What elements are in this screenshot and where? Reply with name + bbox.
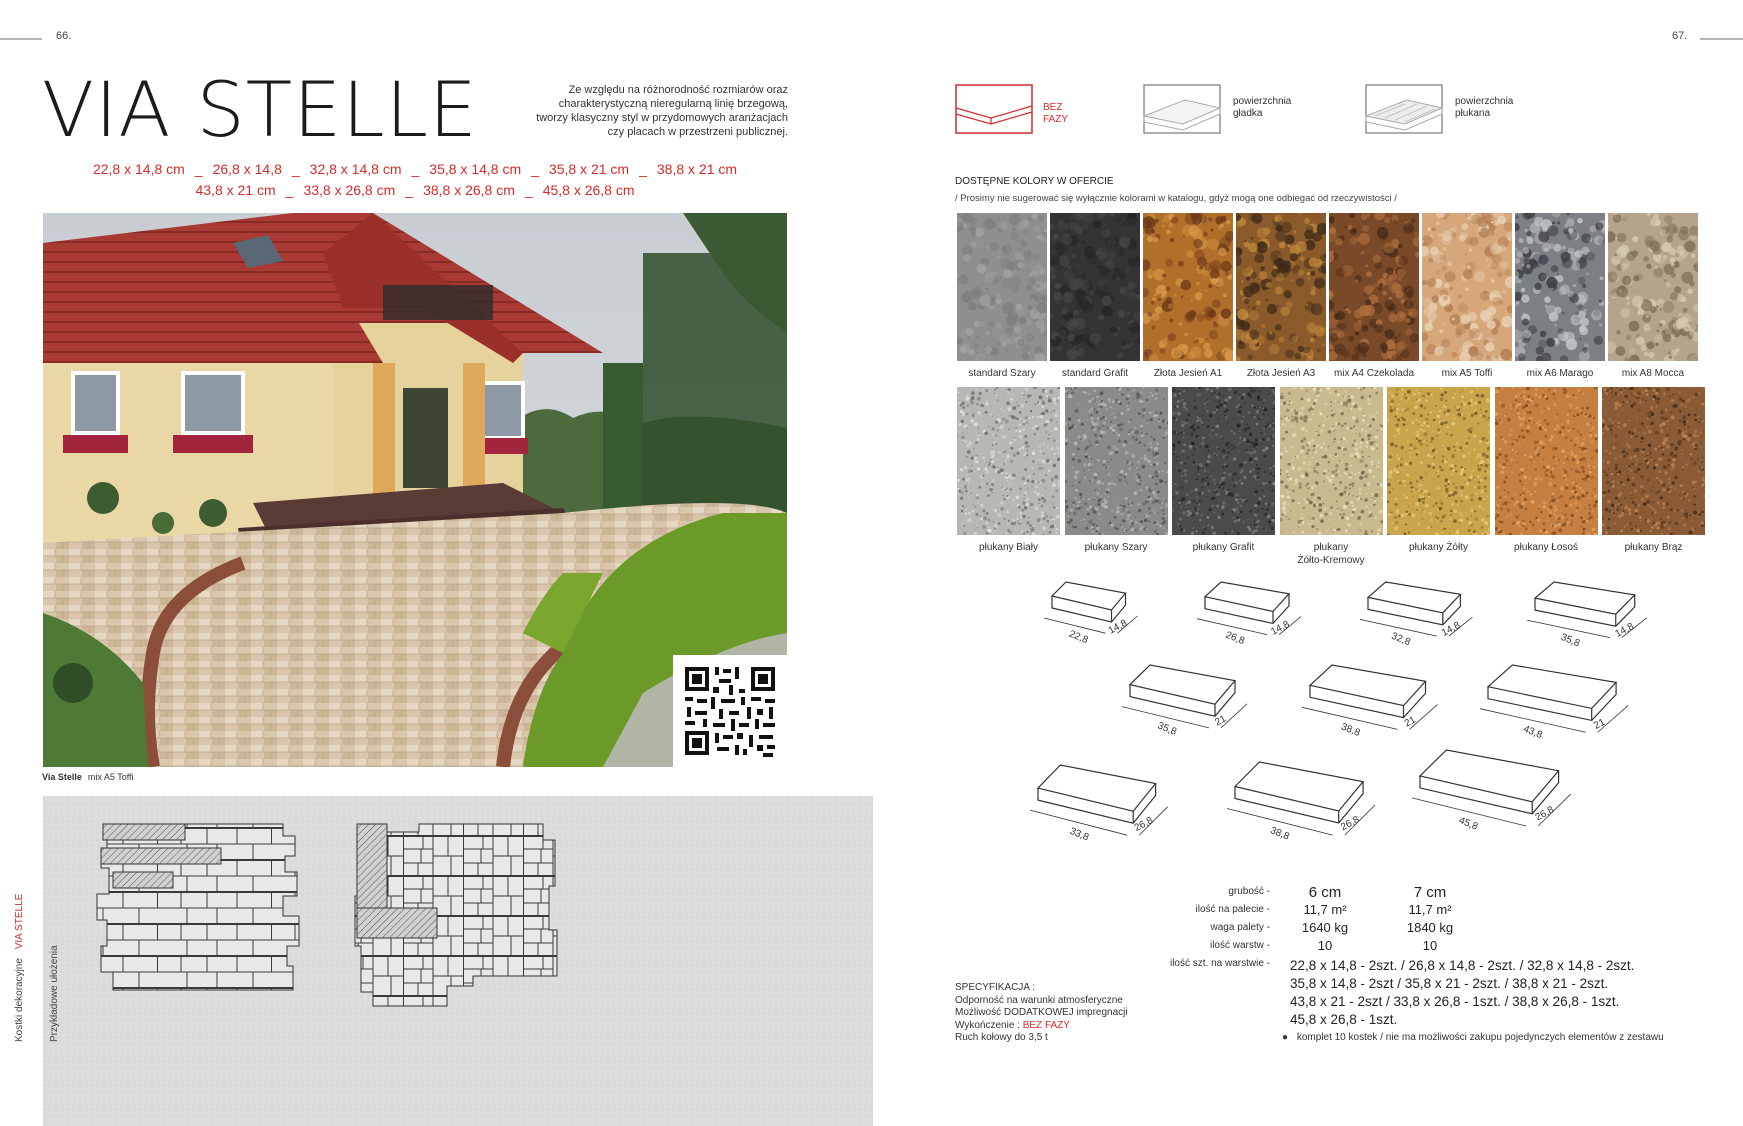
color-name: mix A8 Mocca	[1621, 368, 1685, 379]
size-item: 33,8 x 26,8 cm	[303, 182, 396, 198]
intro-line: tworzy klasyczny styl w przydomowych aranżacjach	[536, 112, 788, 124]
color-swatch-texture	[1065, 387, 1168, 535]
block-width-label: 14,8	[1439, 619, 1463, 639]
per-layer-line: 45,8 x 26,8 - 1szt.	[1290, 1012, 1398, 1027]
colors-heading: DOSTĘPNE KOLORY W OFERCIE	[955, 176, 1114, 187]
color-swatch-label	[1602, 541, 1705, 554]
color-swatch	[1608, 213, 1698, 361]
color-swatch-label	[1422, 367, 1512, 380]
size-separator: _	[411, 161, 420, 177]
finish-label	[1455, 96, 1513, 120]
color-swatch-texture	[957, 213, 1047, 361]
color-swatch	[1143, 213, 1233, 361]
size-item: 22,8 x 14,8 cm	[92, 161, 185, 177]
intro-text	[470, 83, 788, 139]
color-name: płukany Szary	[1084, 542, 1148, 553]
color-swatch	[957, 213, 1047, 361]
per-layer-line: 35,8 x 14,8 - 2szt / 35,8 x 21 - 2szt. / 38,8 x 21 - 2szt.	[1290, 976, 1609, 991]
spec-value-7cm: 10	[1422, 938, 1438, 953]
color-name: płukany Biały	[979, 542, 1038, 553]
intro-line: charakterystyczną nieregularną linię brzegową,	[558, 98, 788, 110]
color-swatch	[1280, 387, 1383, 535]
per-layer-line: 43,8 x 21 - 2szt / 33,8 x 26,8 - 1szt. / 38,8 x 26,8 - 1szt.	[1290, 994, 1620, 1009]
side-category-label	[14, 894, 25, 1042]
color-swatch-label	[1236, 367, 1326, 380]
block-width-label: 14,8	[1106, 617, 1130, 637]
spec-label: grubość -	[1228, 886, 1270, 897]
block-length-label: 35,8	[1155, 720, 1179, 738]
spec-value-7cm: 11,7 m²	[1408, 902, 1452, 917]
color-name: mix A6 Marago	[1526, 368, 1594, 379]
color-swatch-texture	[1236, 213, 1326, 361]
sizes-row-2	[42, 182, 788, 198]
color-swatch-label	[1050, 367, 1140, 380]
paver-block	[1527, 582, 1647, 650]
set-note-text: komplet 10 kostek / nie ma możliwości zakupu pojedynczych elementów z zestawu	[1296, 1032, 1664, 1043]
per-layer-line: 22,8 x 14,8 - 2szt. / 26,8 x 14,8 - 2szt. / 32,8 x 14,8 - 2szt.	[1290, 958, 1635, 973]
block-length-label: 33,8	[1068, 825, 1091, 844]
color-name: Złota Jesień A1	[1153, 368, 1223, 379]
specification-line	[955, 1020, 1128, 1033]
color-name: Złota Jesień A3	[1246, 368, 1316, 379]
finish-label	[1233, 96, 1291, 120]
page-number-right: 67.	[1672, 30, 1688, 42]
color-swatch-label	[1172, 541, 1275, 554]
block-width-label: 21	[1592, 716, 1608, 732]
paver-block	[1122, 665, 1247, 738]
finish-label: BEZ FAZY	[1043, 102, 1069, 125]
color-swatch-label	[957, 541, 1060, 554]
colors-note: / Prosimy nie sugerować się wyłącznie kolorami w katalogu, gdyż mogą one odbiegać od rzeczywistości /	[955, 193, 1397, 204]
washed-surface-icon	[1365, 84, 1445, 136]
spec-value-6cm: 6 cm	[1308, 884, 1342, 901]
color-name: mix A4 Czekolada	[1333, 368, 1415, 379]
page-title: VIA STELLE	[42, 65, 478, 154]
intro-line: czy placach w przestrzeni publicznej.	[607, 126, 788, 138]
size-item: 45,8 x 26,8 cm	[542, 182, 635, 198]
color-name: płukany	[1313, 542, 1349, 553]
color-swatch-label	[1608, 367, 1698, 380]
laying-patterns-panel	[43, 796, 873, 1126]
size-item: 38,8 x 26,8 cm	[423, 182, 515, 198]
spec-label: ilość na palecie -	[1195, 904, 1270, 915]
color-swatch-texture	[1422, 213, 1512, 361]
page-number-line-left	[0, 38, 42, 40]
finish-prefix: Wykończenie :	[955, 1019, 1020, 1031]
block-width-label: 26,8	[1132, 815, 1155, 834]
qr-code[interactable]	[673, 655, 787, 767]
color-name: płukany Grafit	[1192, 542, 1255, 553]
color-swatch-texture	[1172, 387, 1275, 535]
size-item: 38,8 x 21 cm	[656, 161, 738, 177]
block-dimensions-diagram	[1020, 570, 1700, 880]
color-swatch	[1602, 387, 1705, 535]
page-number-line-right	[1700, 38, 1743, 40]
block-width-label: 26,8	[1339, 814, 1362, 834]
color-swatch	[1236, 213, 1326, 361]
block-width-label: 21	[1213, 713, 1229, 729]
finish-bez-fazy	[955, 84, 1069, 141]
size-separator: _	[194, 161, 203, 177]
finish-smooth	[1143, 84, 1292, 141]
size-item: 32,8 x 14,8 cm	[309, 161, 402, 177]
color-swatch-texture	[1608, 213, 1698, 361]
paver-block	[1197, 582, 1301, 647]
size-separator: _	[405, 182, 414, 198]
size-separator: _	[531, 161, 539, 177]
paver-block	[1480, 665, 1628, 741]
block-length-label: 38,8	[1339, 721, 1362, 739]
page-number-left: 66.	[56, 30, 72, 42]
finish-label-line: gładka	[1233, 108, 1263, 119]
bevel-free-icon	[955, 84, 1035, 136]
color-name: płukany Łosoś	[1514, 542, 1578, 553]
smooth-surface-icon	[1143, 84, 1223, 136]
block-dimensions-graphic	[1020, 570, 1700, 880]
size-separator: _	[639, 161, 647, 177]
caption-product-name: Via Stelle	[42, 772, 82, 782]
color-swatch-texture	[1329, 213, 1419, 361]
qr-code-graphic	[673, 655, 787, 767]
spec-value-7cm: 7 cm	[1413, 884, 1447, 901]
spec-value-7cm: 1840 kg	[1406, 920, 1454, 935]
spec-label: ilość warstw -	[1209, 940, 1270, 951]
color-swatch-texture	[1515, 213, 1605, 361]
color-name: płukany Brąz	[1624, 542, 1683, 553]
spec-value-6cm: 11,7 m²	[1303, 902, 1347, 917]
size-item: 35,8 x 21 cm	[548, 161, 630, 177]
block-length-label: 38,8	[1268, 825, 1291, 843]
color-swatch-label	[1515, 367, 1605, 380]
finish-label-line: powierzchnia	[1233, 96, 1292, 107]
specification-line: Ruch kołowy do 3,5 t	[955, 1032, 1048, 1043]
specification-block	[955, 982, 1128, 1045]
paver-block	[1302, 665, 1438, 739]
color-swatch-label	[1495, 541, 1598, 554]
color-swatch-texture	[1280, 387, 1383, 535]
finish-washed	[1365, 84, 1514, 141]
spec-label: ilość szt. na warstwie -	[1169, 958, 1270, 969]
paver-block	[1360, 582, 1472, 648]
size-separator: _	[291, 161, 300, 177]
photo-caption	[42, 772, 134, 782]
caption-color: mix A5 Toffi	[87, 772, 134, 782]
bullet-icon: ●	[1282, 1032, 1289, 1043]
color-swatch-label	[957, 367, 1047, 380]
spec-label: waga palety -	[1210, 922, 1270, 933]
color-swatch-label	[1143, 367, 1233, 380]
paver-block	[1030, 765, 1168, 844]
color-swatch-label	[1065, 541, 1168, 554]
side-category: Kostki dekoracyjne	[14, 958, 25, 1042]
spec-value-6cm: 10	[1317, 938, 1333, 953]
color-swatch-texture	[1387, 387, 1490, 535]
color-swatch	[1329, 213, 1419, 361]
color-swatch-texture	[1602, 387, 1705, 535]
color-swatch	[1495, 387, 1598, 535]
color-swatch-label	[1280, 541, 1383, 567]
block-length-label: 22,8	[1067, 628, 1090, 647]
color-name: standard Grafit	[1061, 368, 1129, 379]
color-name: płukany Żółty	[1409, 542, 1468, 553]
sizes-row-1	[42, 161, 788, 177]
color-swatch	[1387, 387, 1490, 535]
size-item: 26,8 x 14,8	[212, 161, 282, 177]
color-swatch	[957, 387, 1060, 535]
color-name: standard Szary	[968, 368, 1036, 379]
specification-line: Odporność na warunki atmosferyczne	[955, 994, 1123, 1006]
color-swatch	[1065, 387, 1168, 535]
size-separator: _	[285, 182, 294, 198]
color-swatch	[1422, 213, 1512, 361]
color-swatch	[1172, 387, 1275, 535]
paver-block	[1044, 582, 1138, 646]
color-swatch-texture	[1495, 387, 1598, 535]
block-length-label: 45,8	[1457, 815, 1480, 833]
size-separator: _	[524, 182, 533, 198]
set-note	[1282, 1032, 1664, 1043]
block-width-label: 14,8	[1613, 621, 1636, 640]
block-width-label: 14,8	[1269, 618, 1292, 638]
block-width-label: 26,8	[1533, 804, 1556, 824]
laying-patterns-graphic	[43, 796, 873, 1126]
color-swatch-texture	[1143, 213, 1233, 361]
paver-block	[1227, 762, 1375, 843]
color-swatch-label	[1387, 541, 1490, 554]
color-swatch-texture	[1050, 213, 1140, 361]
specification-heading: SPECYFIKACJA :	[955, 982, 1036, 993]
color-swatch	[1050, 213, 1140, 361]
block-length-label: 35,8	[1559, 631, 1582, 650]
finish-label-line: płukana	[1455, 108, 1491, 119]
size-item: 35,8 x 14,8 cm	[429, 161, 522, 177]
specification-line: Możliwość DODATKOWEJ impregnacji	[955, 1007, 1128, 1018]
color-swatch	[1515, 213, 1605, 361]
paver-block	[1412, 750, 1571, 833]
size-item: 43,8 x 21 cm	[195, 182, 276, 198]
color-swatch-label	[1329, 367, 1419, 380]
color-name-line-2: Żółto-Kremowy	[1297, 555, 1365, 566]
block-length-label: 43,8	[1521, 723, 1544, 742]
block-length-label: 26,8	[1223, 629, 1247, 648]
color-name: mix A5 Toffi	[1441, 368, 1493, 379]
block-length-label: 32,8	[1389, 630, 1412, 649]
color-swatch-texture	[957, 387, 1060, 535]
layout-examples-label: Przykładowe ułożenia	[49, 945, 60, 1042]
block-width-label: 21	[1402, 714, 1418, 730]
finish-label-line: powierzchnia	[1455, 96, 1514, 107]
finish-value: BEZ FAZY	[1022, 1019, 1070, 1031]
spec-value-6cm: 1640 kg	[1301, 920, 1349, 935]
intro-line: Ze względu na różnorodność rozmiarów oraz	[568, 84, 788, 96]
side-product: VIA STELLE	[14, 893, 25, 950]
